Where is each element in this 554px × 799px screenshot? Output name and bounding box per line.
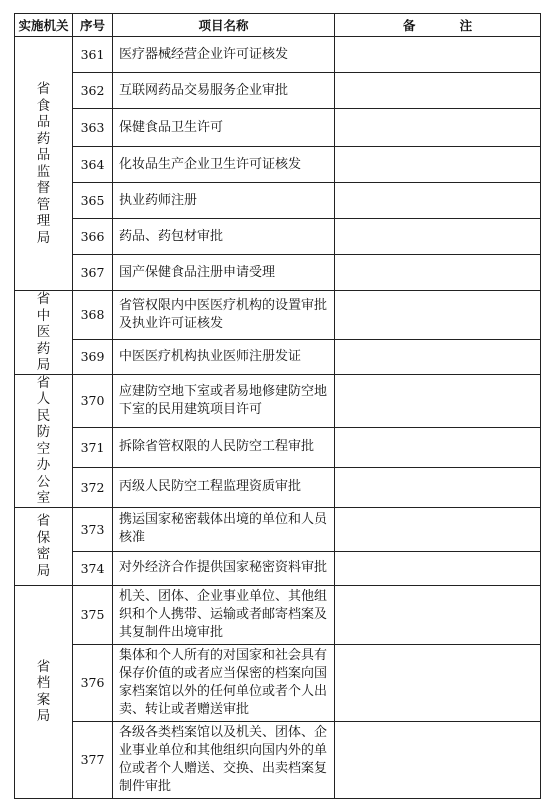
table-row xyxy=(15,507,541,551)
item-remark xyxy=(335,467,541,507)
item-number: 365 xyxy=(73,183,113,219)
item-name: 应建防空地下室或者易地修建防空地下室的民用建筑项目许可 xyxy=(113,374,335,428)
agency-cell xyxy=(15,291,73,375)
item-name: 省管权限内中医医疗机构的设置审批及执业许可证核发 xyxy=(113,291,335,340)
item-name: 各级各类档案馆以及机关、团体、企业事业单位和其他组织向国内外的单位或者个人赠送、交换、出卖档案复制件审批 xyxy=(113,721,335,798)
item-number: 366 xyxy=(73,219,113,255)
item-number: 373 xyxy=(73,507,113,551)
item-remark xyxy=(335,109,541,147)
item-number: 372 xyxy=(73,467,113,507)
agency-name: 省中医药局 xyxy=(36,291,51,373)
agency-name: 省保密局 xyxy=(36,513,51,579)
item-name: 国产保健食品注册申请受理 xyxy=(113,255,335,291)
item-number: 368 xyxy=(73,291,113,340)
agency-cell xyxy=(15,507,73,585)
table-row xyxy=(15,255,541,291)
table-row xyxy=(15,73,541,109)
table-row xyxy=(15,183,541,219)
table-row xyxy=(15,551,541,585)
header-agency: 实施机关 xyxy=(15,14,73,37)
item-name: 互联网药品交易服务企业审批 xyxy=(113,73,335,109)
table-row xyxy=(15,428,541,468)
item-remark xyxy=(335,507,541,551)
header-num: 序号 xyxy=(73,14,113,37)
header-remark: 备 注 xyxy=(335,14,541,37)
item-remark xyxy=(335,374,541,428)
items-table xyxy=(14,13,541,799)
item-name: 集体和个人所有的对国家和社会具有保存价值的或者应当保密的档案向国家档案馆以外的任何单位或者个人出卖、转让或者赠送审批 xyxy=(113,644,335,721)
item-remark xyxy=(335,721,541,798)
item-number: 374 xyxy=(73,551,113,585)
item-remark xyxy=(335,255,541,291)
item-name: 丙级人民防空工程监理资质审批 xyxy=(113,467,335,507)
header-row xyxy=(15,14,541,37)
header-name: 项目名称 xyxy=(113,14,335,37)
item-remark xyxy=(335,73,541,109)
agency-cell xyxy=(15,585,73,798)
agency-name: 省食品药品监督管理局 xyxy=(36,81,51,246)
item-name: 拆除省管权限的人民防空工程审批 xyxy=(113,428,335,468)
item-number: 375 xyxy=(73,585,113,644)
item-name: 保健食品卫生许可 xyxy=(113,109,335,147)
item-remark xyxy=(335,585,541,644)
table-row xyxy=(15,291,541,340)
item-name: 药品、药包材审批 xyxy=(113,219,335,255)
table-body xyxy=(15,37,541,799)
item-name: 携运国家秘密载体出境的单位和人员核准 xyxy=(113,507,335,551)
item-remark xyxy=(335,291,541,340)
item-number: 369 xyxy=(73,339,113,374)
table-row xyxy=(15,339,541,374)
table-row xyxy=(15,374,541,428)
agency-cell xyxy=(15,37,73,291)
item-remark xyxy=(335,219,541,255)
item-remark xyxy=(335,551,541,585)
item-name: 化妆品生产企业卫生许可证核发 xyxy=(113,147,335,183)
item-number: 371 xyxy=(73,428,113,468)
agency-name: 省人民防空办公室 xyxy=(36,374,51,506)
table-row xyxy=(15,585,541,644)
table-row xyxy=(15,147,541,183)
table-row xyxy=(15,721,541,798)
agency-name: 省档案局 xyxy=(36,658,51,724)
item-number: 370 xyxy=(73,374,113,428)
document-page xyxy=(14,13,540,799)
item-remark xyxy=(335,147,541,183)
item-number: 363 xyxy=(73,109,113,147)
item-remark xyxy=(335,428,541,468)
table-row xyxy=(15,109,541,147)
item-number: 376 xyxy=(73,644,113,721)
item-number: 362 xyxy=(73,73,113,109)
item-remark xyxy=(335,37,541,73)
item-remark xyxy=(335,339,541,374)
table-row xyxy=(15,219,541,255)
item-number: 377 xyxy=(73,721,113,798)
item-name: 执业药师注册 xyxy=(113,183,335,219)
item-name: 中医医疗机构执业医师注册发证 xyxy=(113,339,335,374)
item-name: 机关、团体、企业事业单位、其他组织和个人携带、运输或者邮寄档案及其复制件出境审批 xyxy=(113,585,335,644)
table-row xyxy=(15,644,541,721)
item-number: 361 xyxy=(73,37,113,73)
item-name: 对外经济合作提供国家秘密资料审批 xyxy=(113,551,335,585)
item-remark xyxy=(335,644,541,721)
item-name: 医疗器械经营企业许可证核发 xyxy=(113,37,335,73)
item-number: 364 xyxy=(73,147,113,183)
item-number: 367 xyxy=(73,255,113,291)
item-remark xyxy=(335,183,541,219)
table-row xyxy=(15,37,541,73)
agency-cell xyxy=(15,374,73,507)
table-row xyxy=(15,467,541,507)
